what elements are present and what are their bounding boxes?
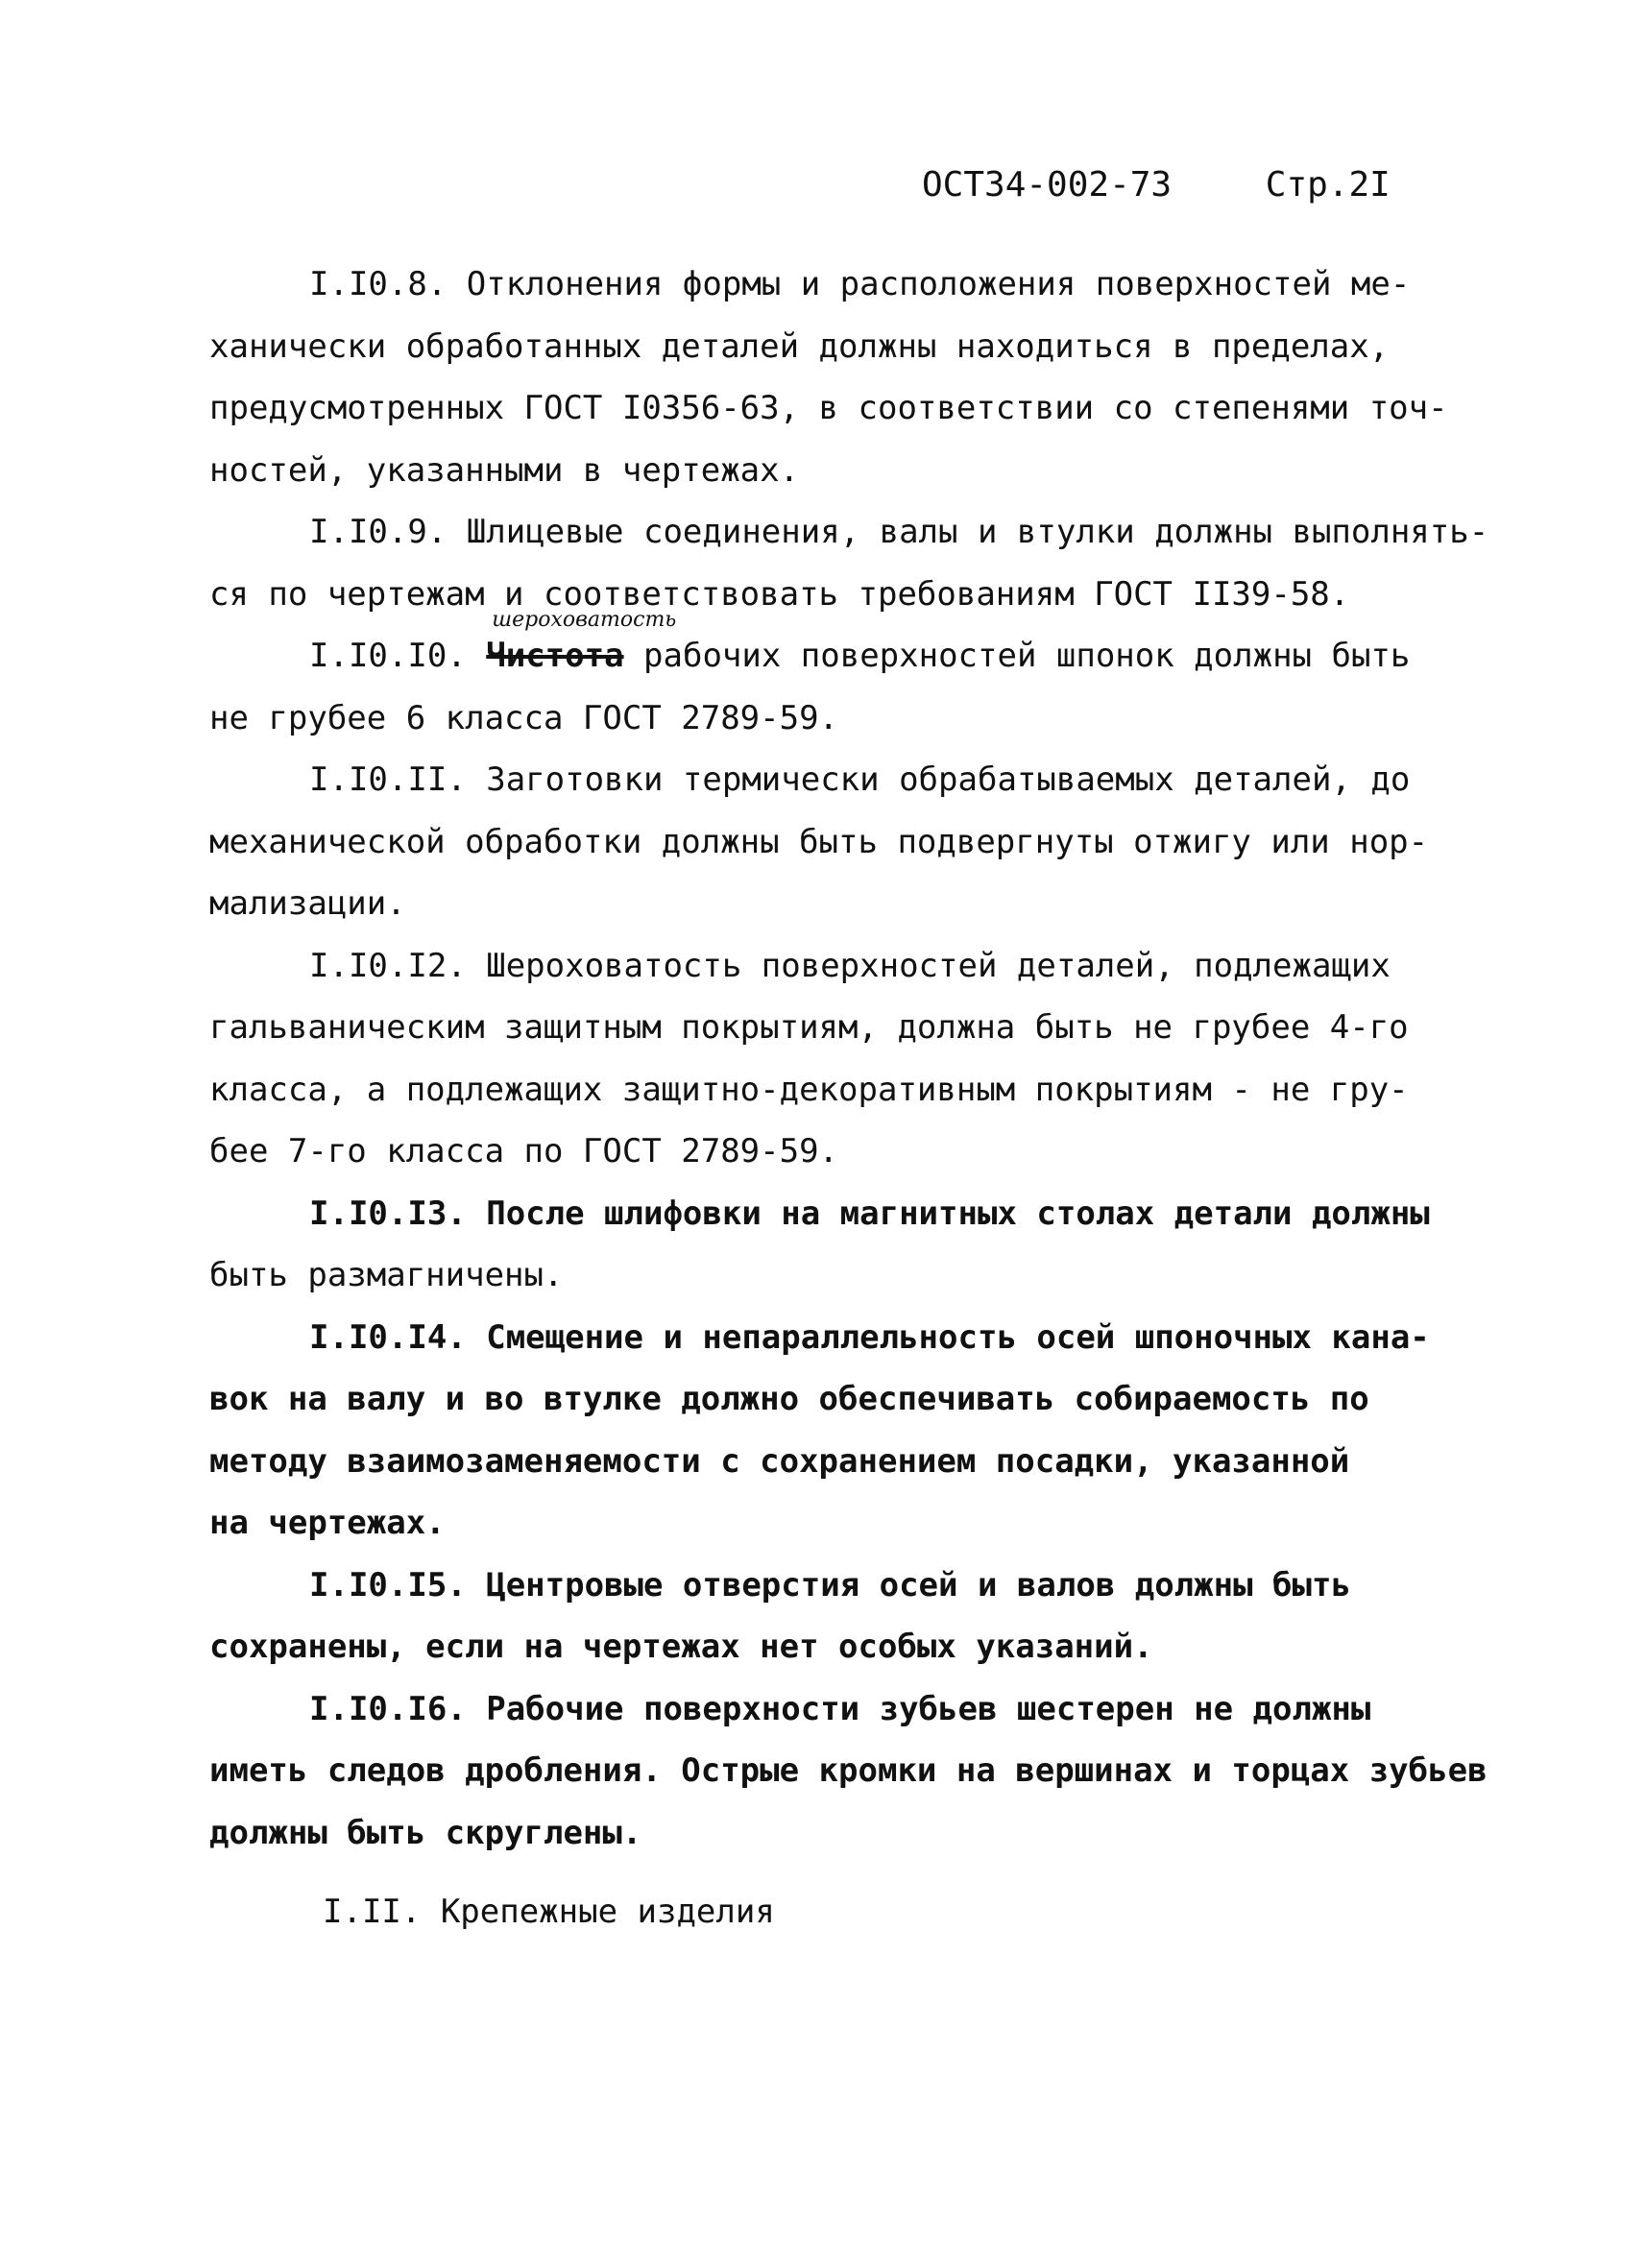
paragraph-1-10-16-line-2: иметь следов дробления. Острые кромки на вершинах и торцах зубьев	[209, 1751, 1488, 1790]
paragraph-text: рабочих поверхностей шпонок должны быть	[643, 637, 1411, 675]
paragraph-1-10-13-line-1: I.I0.I3. После шлифовки на магнитных столах детали должны	[309, 1194, 1430, 1233]
paragraph-1-10-16-line-3: должны быть скруглены.	[209, 1813, 642, 1852]
handwritten-correction-group	[486, 608, 677, 675]
paragraph-1-10-12-line-1: I.I0.I2. Шероховатость поверхностей деталей, подлежащих	[309, 946, 1391, 985]
paragraph-1-10-11-line-3: мализации.	[209, 884, 406, 923]
struck-out-word: Чистота	[486, 637, 624, 675]
paragraph-number: I.I0.I0.	[309, 637, 467, 675]
paragraph-1-10-13-line-2: быть размагничены.	[209, 1256, 564, 1294]
document-body	[209, 253, 1489, 1943]
page-number: Стр.2I	[1265, 165, 1391, 205]
paragraph-1-10-9-line-1: I.I0.9. Шлицевые соединения, валы и втулки должны выполнять-	[309, 513, 1489, 551]
paragraph-1-10-11-line-2: механической обработки должны быть подвергнуты отжигу или нор-	[209, 822, 1429, 861]
paragraph-1-10-8-line-3: предусмотренных ГОСТ I0356-63, в соответствии со степенями точ-	[209, 389, 1448, 427]
spacer	[209, 1864, 1477, 1881]
handwritten-correction: шероховатость	[492, 608, 677, 632]
paragraph-1-10-8-line-4: ностей, указанными в чертежах.	[209, 450, 800, 490]
paragraph-1-10-10-line-2: не грубее 6 класса ГОСТ 2789-59.	[209, 698, 839, 737]
paragraph-1-10-12-line-3: класса, а подлежащих защитно-декоративным покрытиям - не гру-	[209, 1070, 1409, 1109]
page-header	[922, 165, 1460, 205]
document-code: ОСТ34-002-73	[922, 165, 1173, 205]
paragraph-1-10-11-line-1: I.I0.II. Заготовки термически обрабатываемых деталей, до	[309, 760, 1411, 799]
paragraph-1-10-8-line-2: ханически обработанных деталей должны находиться в пределах,	[209, 326, 1390, 366]
paragraph-1-10-12-line-2: гальваническим защитным покрытиям, должна быть не грубее 4-го	[209, 1008, 1409, 1047]
paragraph-1-10-12-line-4: бее 7-го класса по ГОСТ 2789-59.	[209, 1132, 839, 1170]
paragraph-1-10-14-line-3: методу взаимозаменяемости с сохранением посадки, указанной	[209, 1441, 1350, 1481]
paragraph-1-10-14-line-1: I.I0.I4. Смещение и непараллельность осей шпоночных кана-	[309, 1317, 1430, 1357]
paragraph-1-10-16-line-1: I.I0.I6. Рабочие поверхности зубьев шестерен не должны	[309, 1689, 1371, 1728]
paragraph-1-10-14-line-2: вок на валу и во втулке должно обеспечивать собираемость по	[209, 1380, 1369, 1418]
paragraph-1-10-8-line-1: I.I0.8. Отклонения формы и расположения поверхностей ме-	[309, 265, 1411, 303]
paragraph-1-10-9-line-2: ся по чертежам и соответствовать требованиям ГОСТ II39-58.	[209, 574, 1350, 614]
paragraph-1-10-15-line-1: I.I0.I5. Центровые отверстия осей и валов должны быть	[309, 1565, 1351, 1604]
paragraph-1-10-15-line-2: сохранены, если на чертежах нет особых указаний.	[209, 1628, 1153, 1666]
paragraph-1-10-10-line-1	[209, 608, 1477, 688]
paragraph-1-10-14-line-4: на чертежах.	[209, 1504, 446, 1542]
section-title: I.II. Крепежные изделия	[323, 1893, 775, 1931]
